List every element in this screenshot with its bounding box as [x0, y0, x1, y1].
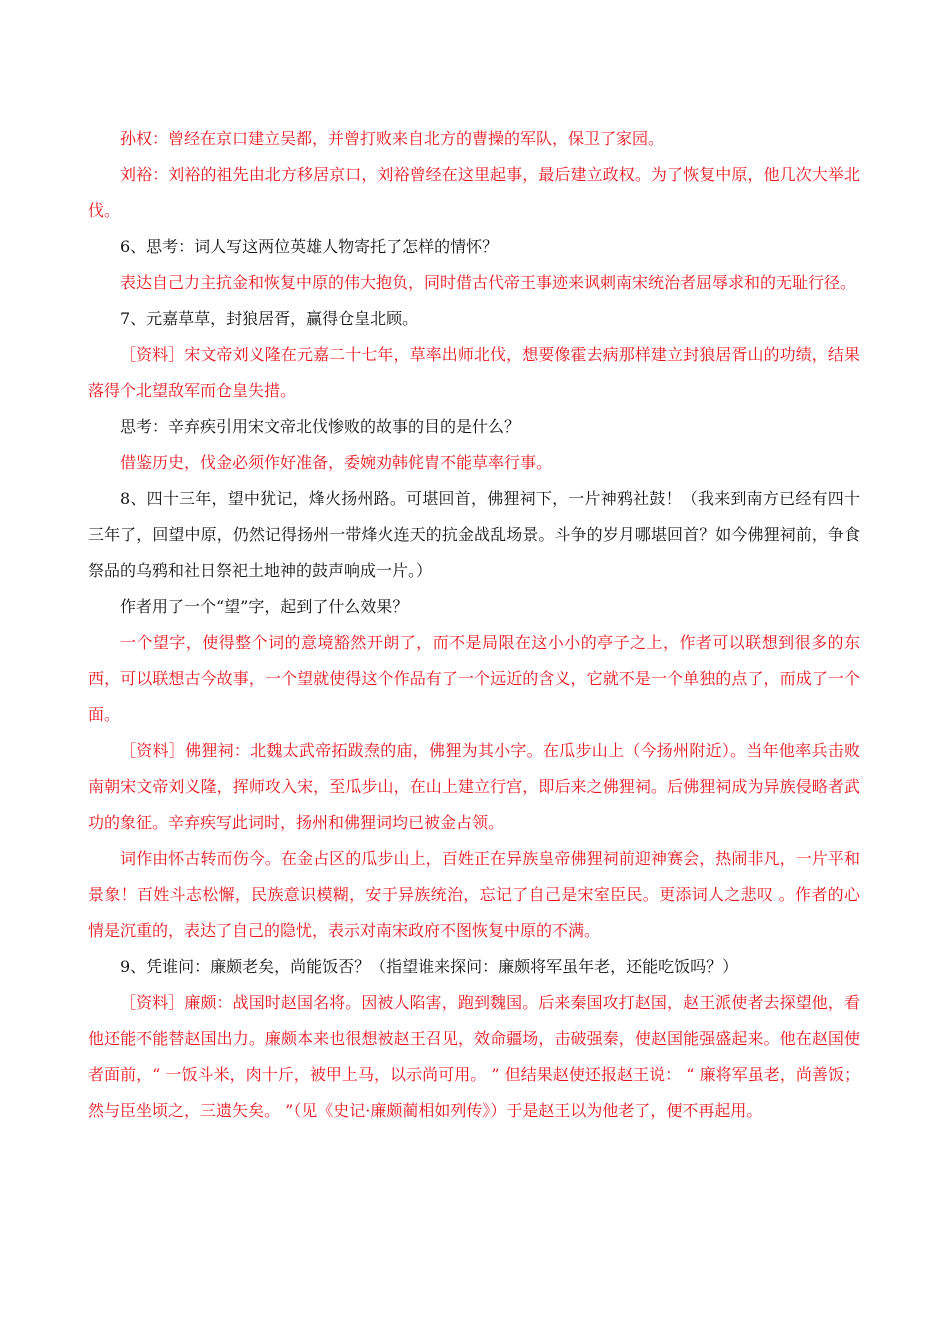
answer-7: 借鉴历史，伐金必须作好准备，委婉劝韩侂胄不能草率行事。: [120, 453, 553, 472]
question-7: 7、元嘉草草，封狼居胥，赢得仓皇北顾。: [120, 309, 419, 328]
material-yuanjia: ［资料］宋文帝刘义隆在元嘉二十七年，草率出师北伐，想要像霍去病那样建立封狼居胥山的功绩，结果落得个北望敌军而仓皇失措。: [88, 345, 860, 400]
paragraph-sun-quan: 孙权：曾经在京口建立吴都，并曾打败来自北方的曹操的军队，保卫了家园。: [120, 129, 665, 148]
question-7-think: 思考：辛弃疾引用宋文帝北伐惨败的故事的目的是什么？: [120, 417, 521, 436]
answer-6: 表达自己力主抗金和恢复中原的伟大抱负，同时借古代帝王事迹来讽刺南宋统治者屈辱求和的无耻行径。: [120, 273, 857, 292]
question-8-wang: 作者用了一个“望”字，起到了什么效果？: [120, 597, 409, 616]
question-9: 9、凭谁问：廉颇老矣，尚能饭否？（指望谁来探问：廉颇将军虽年老，还能吃饭吗？）: [120, 957, 739, 976]
question-8: 8、四十三年，望中犹记，烽火扬州路。可堪回首，佛狸祠下，一片神鸦社鼓！（我来到南方已经有四十三年了，回望中原，仍然记得扬州一带烽火连天的抗金战乱场景。斗争的岁月哪堪回首？如今佛狸祠前，争食祭品的乌鸦和社日祭祀土地神的鼓声响成一片。）: [88, 489, 860, 580]
answer-8-wang: 一个望字，使得整个词的意境豁然开朗了，而不是局限在这小小的亭子之上，作者可以联想到很多的东西，可以联想古今故事，一个望就使得这个作品有了一个远近的含义，它就不是一个单独的点了，而成了一个面。: [88, 633, 860, 724]
document-body: [88, 121, 860, 1129]
question-6: 6、思考：词人写这两位英雄人物寄托了怎样的情怀？: [120, 237, 499, 256]
paragraph-liu-yu: 刘裕：刘裕的祖先由北方移居京口，刘裕曾经在这里起事，最后建立政权。为了恢复中原，他几次大举北伐。: [88, 165, 860, 220]
material-lian-po: ［资料］廉颇：战国时赵国名将。因被人陷害，跑到魏国。后来秦国攻打赵国，赵王派使者去探望他，看他还能不能替赵国出力。廉颇本来也很想被赵王召见，效命疆场，击破强秦，使赵国能强盛起来。他在赵国使者面前，“ 一饭斗米，肉十斤，被甲上马，以示尚可用。 ” 但结果赵使还报赵王说： “ 廉将军虽老，尚善饭；然与臣坐顷之，三遗矢矣。 ”（见《史记·廉颇蔺相如列传》）于是赵王以为他老了，便不再起用。: [88, 993, 860, 1120]
material-foli-temple: ［资料］佛狸祠：北魏太武帝拓跋焘的庙，佛狸为其小字。在瓜步山上（今扬州附近）。当年他率兵击败南朝宋文帝刘义隆，挥师攻入宋，至瓜步山，在山上建立行宫，即后来之佛狸祠。后佛狸祠成为异族侵略者武功的象征。辛弃疾写此词时，扬州和佛狸词均已被金占领。: [88, 741, 860, 832]
analysis-8: 词作由怀古转而伤今。在金占区的瓜步山上，百姓正在异族皇帝佛狸祠前迎神赛会，热闹非凡，一片平和景象！百姓斗志松懈，民族意识模糊，安于异族统治，忘记了自己是宋室臣民。更添词人之悲叹 。作者的心情是沉重的，表达了自己的隐忧，表示对南宋政府不图恢复中原的不满。: [88, 849, 860, 940]
